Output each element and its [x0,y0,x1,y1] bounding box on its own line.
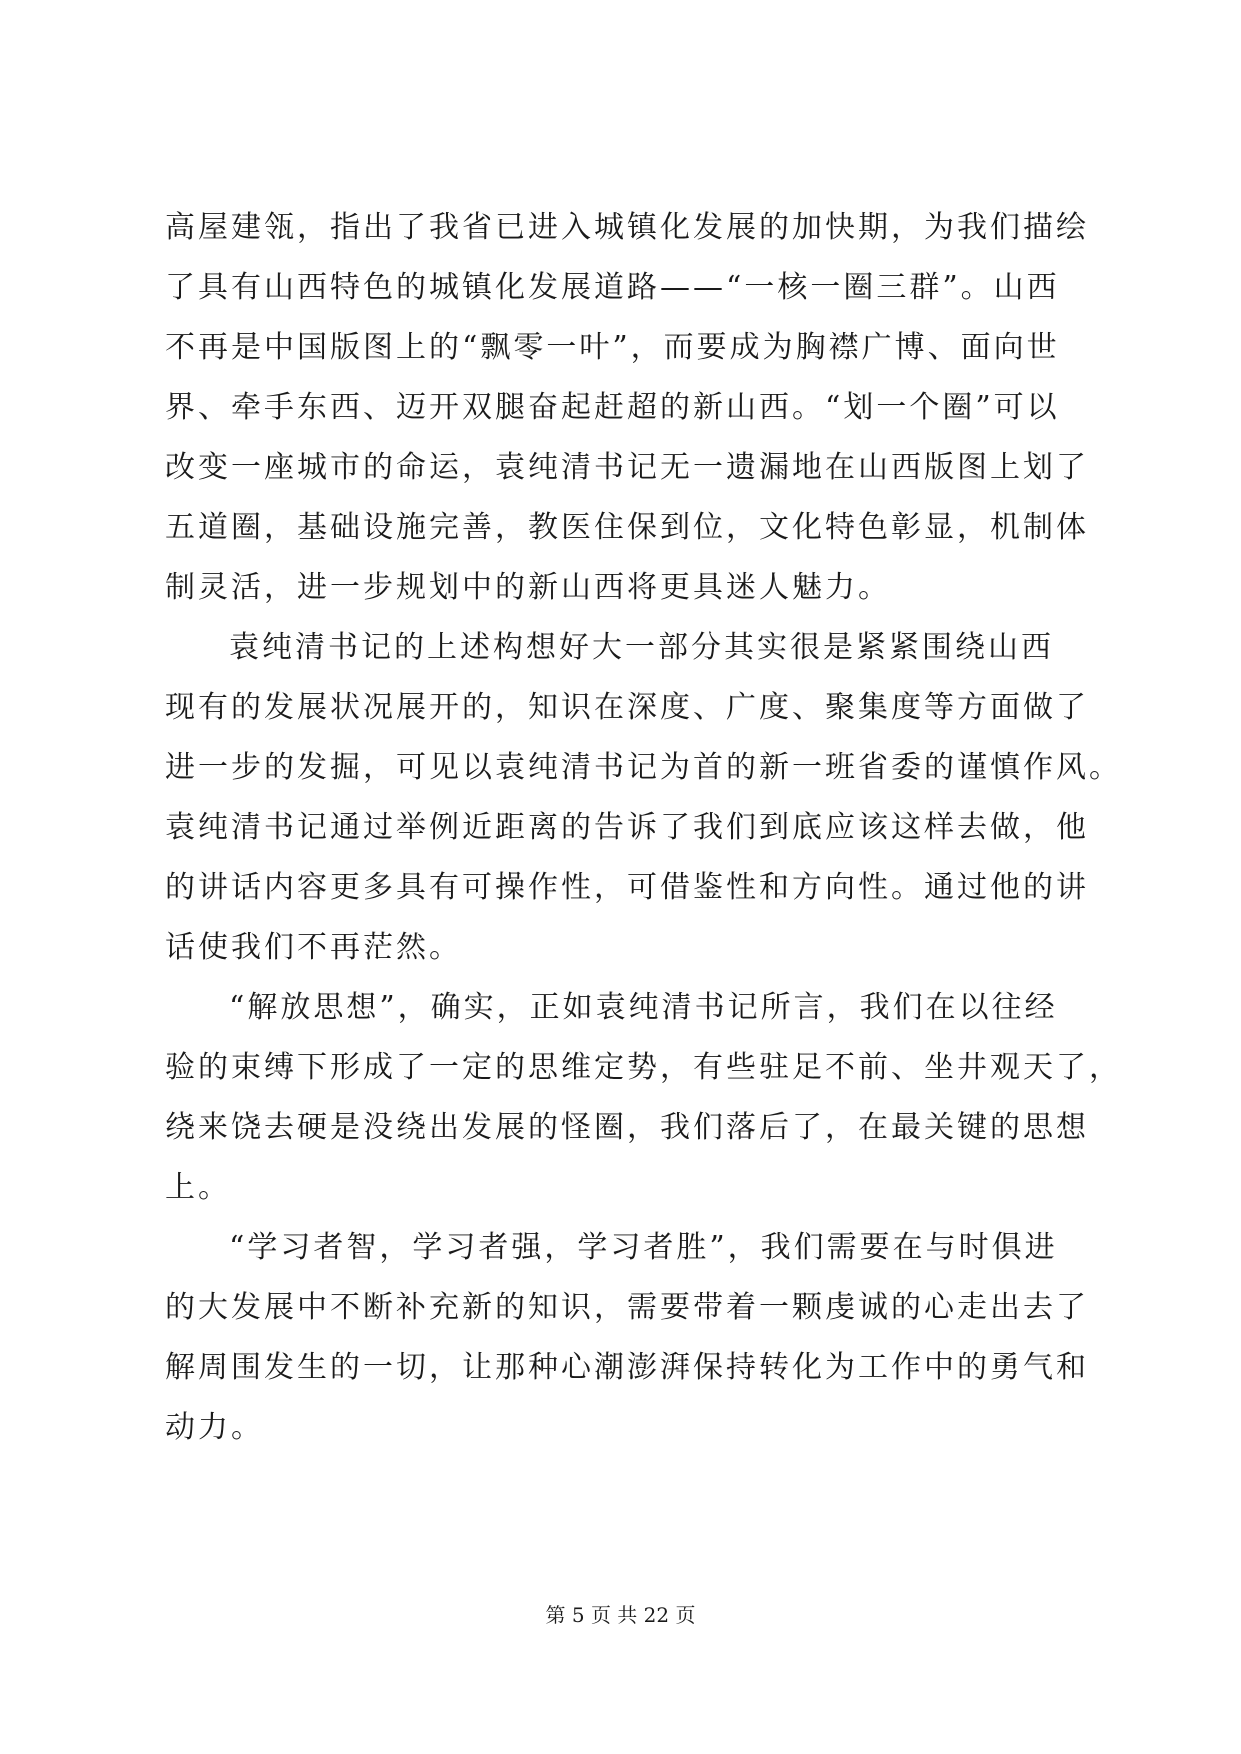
text-line: 动力。 [165,1410,264,1445]
text-line: 不再是中国版图上的“飘零一叶”，而要成为胸襟广博、面向世 [165,330,1060,365]
text-line: 高屋建瓴，指出了我省已进入城镇化发展的加快期，为我们描绘 [165,210,1089,245]
text-line: 制灵活，进一步规划中的新山西将更具迷人魅力。 [165,570,891,605]
body-text [165,198,1122,1458]
paragraph-first-line: “解放思想”，确实，正如袁纯清书记所言，我们在以往经 [229,990,1058,1025]
text-line: 解周围发生的一切，让那种心潮澎湃保持转化为工作中的勇气和 [165,1350,1089,1385]
text-line: 界、牵手东西、迈开双腿奋起赶超的新山西。“划一个圈”可以 [165,390,1060,425]
paragraph-first-line: “学习者智，学习者强，学习者胜”，我们需要在与时俱进 [229,1230,1058,1265]
text-line: 绕来饶去硬是没绕出发展的怪圈，我们落后了，在最关键的思想 [165,1110,1089,1145]
text-line: 的讲话内容更多具有可操作性，可借鉴性和方向性。通过他的讲 [165,870,1089,905]
text-line: 袁纯清书记通过举例近距离的告诉了我们到底应该这样去做，他 [165,810,1089,845]
text-line: 进一步的发掘，可见以袁纯清书记为首的新一班省委的谨慎作风。 [165,750,1122,785]
text-line: 改变一座城市的命运，袁纯清书记无一遗漏地在山西版图上划了 [165,450,1089,485]
text-line: 五道圈，基础设施完善，教医住保到位，文化特色彰显，机制体 [165,510,1089,545]
text-line: 验的束缚下形成了一定的思维定势，有些驻足不前、坐井观天了， [165,1050,1122,1085]
text-line: 了具有山西特色的城镇化发展道路——“一核一圈三群”。山西 [165,270,1060,305]
paragraph-first-line: 袁纯清书记的上述构想好大一部分其实很是紧紧围绕山西 [229,630,1054,665]
text-line: 现有的发展状况展开的，知识在深度、广度、聚集度等方面做了 [165,690,1089,725]
text-line: 的大发展中不断补充新的知识，需要带着一颗虔诚的心走出去了 [165,1290,1089,1325]
page-number: 第 5 页 共 22 页 [545,1603,696,1627]
text-line: 话使我们不再茫然。 [165,930,462,965]
text-line: 上。 [165,1170,231,1205]
